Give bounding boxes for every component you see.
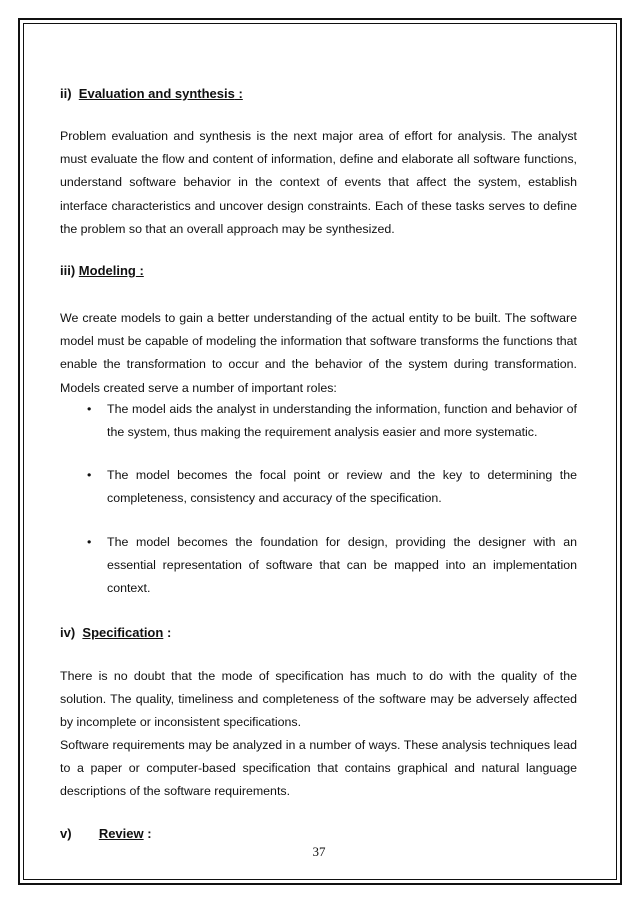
- heading-suffix: :: [135, 263, 144, 278]
- heading-modeling: [60, 263, 144, 278]
- paragraph-specification-2: Software requirements may be analyzed in a number of ways. These analysis techniques lead to a paper or computer-based specification that contains graphical and natural language descriptions of the software requirements.: [60, 738, 577, 799]
- heading-number: ii): [60, 86, 72, 101]
- heading-evaluation: [60, 86, 243, 101]
- heading-number: v): [60, 826, 72, 841]
- heading-title: Evaluation and synthesis: [78, 86, 235, 101]
- heading-number: iii): [60, 263, 76, 278]
- heading-title: Specification: [82, 625, 164, 640]
- heading-suffix: :: [163, 625, 172, 640]
- heading-suffix: :: [234, 86, 243, 101]
- bullet-icon: •: [87, 402, 92, 416]
- heading-specification: [60, 625, 171, 640]
- paragraph-evaluation: Problem evaluation and synthesis is the next major area of effort for analysis. The analyst must evaluate the flow and content of information, define and elaborate all software functions, understand software behavior in the context of events that affect the system, establish interface characteristics and uncover design constraints. Each of these tasks serves to define the problem so that an overall approach may be synthesized.: [60, 129, 577, 236]
- heading-title: Review: [98, 826, 144, 841]
- bullet-icon: •: [87, 535, 92, 549]
- paragraph-specification-1: There is no doubt that the mode of specification has much to do with the quality of the solution. The quality, timeliness and completeness of the software may be adversely affected by incomplete or inconsistent specifications.: [60, 669, 577, 730]
- heading-title: Modeling: [78, 263, 136, 278]
- heading-suffix: :: [143, 826, 152, 841]
- heading-review: [60, 826, 152, 841]
- page-number: 37: [312, 844, 326, 859]
- bullet-icon: •: [87, 468, 92, 482]
- paragraph-modeling: We create models to gain a better understanding of the actual entity to be built. The software model must be capable of modeling the information that software transforms the functions that enable the transformation to occur and the behavior of the system during transformation. Models created serve a number of important roles:: [60, 311, 577, 395]
- heading-number: iv): [60, 625, 76, 640]
